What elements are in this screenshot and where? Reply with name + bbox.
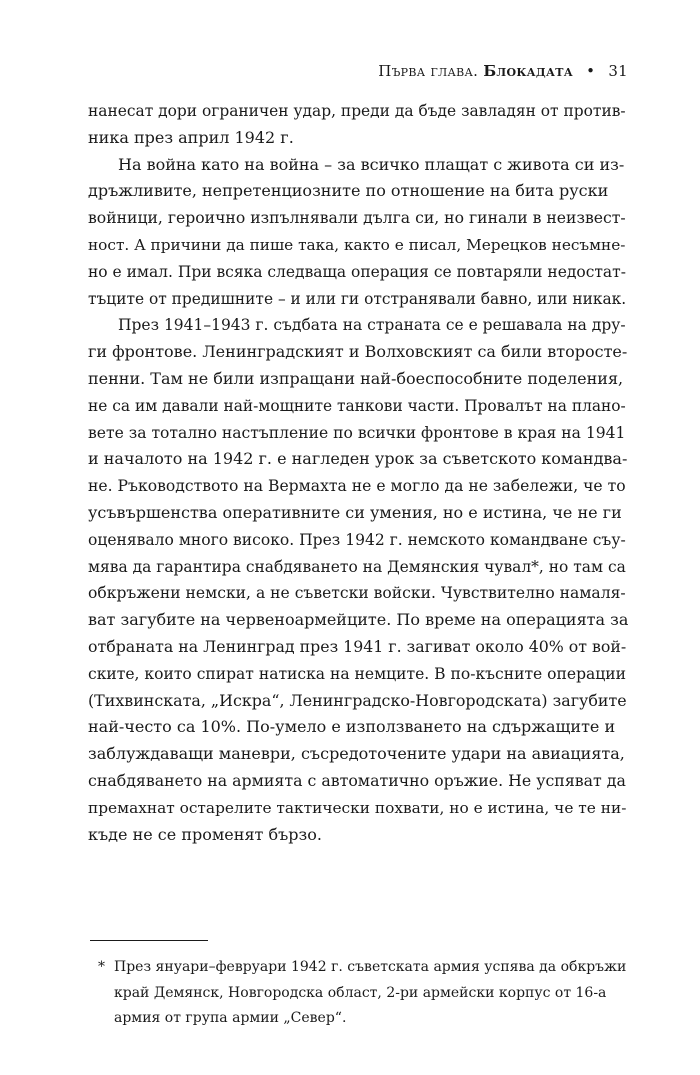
text-line: но е имал. При всяка следваща операция се повтаряли недостат- (88, 262, 626, 281)
text-line: През 1941–1943 г. съдбата на страната се е решавала на дру- (118, 316, 626, 335)
footnote (98, 955, 628, 1032)
body-text (88, 98, 628, 848)
footnote-text: През януари–февруари 1942 г. съветската армия успява да обкръжи (114, 959, 627, 975)
text-line: ските, които спират натиска на немците. В по-късните операции (88, 664, 626, 683)
text-line: ват загубите на червеноармейците. По време на операцията за (88, 610, 629, 630)
paragraph (88, 152, 628, 313)
text-line: пенни. Там не били изпращани най-боеспособните поделения, (88, 368, 624, 388)
text-line: къде не се променят бързо. (88, 824, 322, 844)
text-line: усъвършенства оперативните си умения, но е истина, че не ги (88, 502, 622, 522)
text-line: и началото на 1942 г. е нагледен урок за съветското командва- (88, 449, 628, 469)
footnote-line (98, 955, 628, 981)
text-line: отбраната на Ленинград през 1941 г. загиват около 40% от вой- (88, 636, 627, 656)
text-line: ника през април 1942 г. (88, 127, 294, 147)
footnote-marker: * (98, 959, 105, 975)
text-line: премахнат остарелите тактически похвати, но е истина, че те ни- (88, 798, 627, 817)
text-line: вете за тотално настъпление по всички фронтове в края на 1941 (88, 423, 626, 442)
footnote-divider (90, 940, 208, 941)
text-line: не са им давали най-мощните танкови части. Провалът на плано- (88, 396, 626, 415)
text-line: (Тихвинската, „Искра“, Ленинградско-Новгородската) загубите (88, 690, 627, 710)
footnote-line: армия от група армии „Север“. (114, 1010, 347, 1026)
text-line: ги фронтове. Ленинградският и Волховският са били второсте- (88, 342, 628, 362)
text-line: снабдяването на армията с автоматично оръжие. Не успяват да (88, 770, 626, 790)
page-number: 31 (608, 62, 628, 80)
chapter-title: Блокадата (483, 62, 573, 80)
chapter-label: Първа глава. (378, 62, 479, 80)
paragraph (88, 98, 628, 152)
text-line: тъците от предишните – и или ги отстранявали бавно, или никак. (88, 289, 627, 308)
paragraph (88, 312, 628, 848)
running-header (378, 62, 628, 80)
text-line: оценявало много високо. През 1942 г. немското командване съу- (88, 530, 626, 549)
text-line: нанесат дори ограничен удар, преди да бъде завладян от против- (88, 102, 626, 120)
text-line: най-често са 10%. По-умело е използването на сдържащите и (88, 717, 616, 737)
text-line: мява да гарантира снабдяването на Демянския чувал*, но там са (88, 557, 626, 576)
footnote-line: край Демянск, Новгородска област, 2-ри армейски корпус от 16-а (114, 984, 607, 1001)
text-line: ност. А причини да пише така, както е писал, Мерецков несъмне- (88, 235, 626, 254)
text-line: не. Ръководството на Вермахта не е могло да не забележи, че то (88, 477, 626, 496)
header-separator: • (586, 62, 596, 80)
text-line: На война като на война – за всичко плащат с живота си из- (118, 154, 625, 174)
text-line: обкръжени немски, а не съветски войски. Чувствително намаля- (88, 584, 626, 603)
text-line: войници, героично изпълнявали дълга си, но гинали в неизвест- (88, 208, 626, 228)
text-line: дръжливите, непретенциозните по отношение на бита руски (88, 181, 609, 201)
text-line: заблуждаващи маневри, съсредоточените удари на авиацията, (88, 744, 625, 764)
